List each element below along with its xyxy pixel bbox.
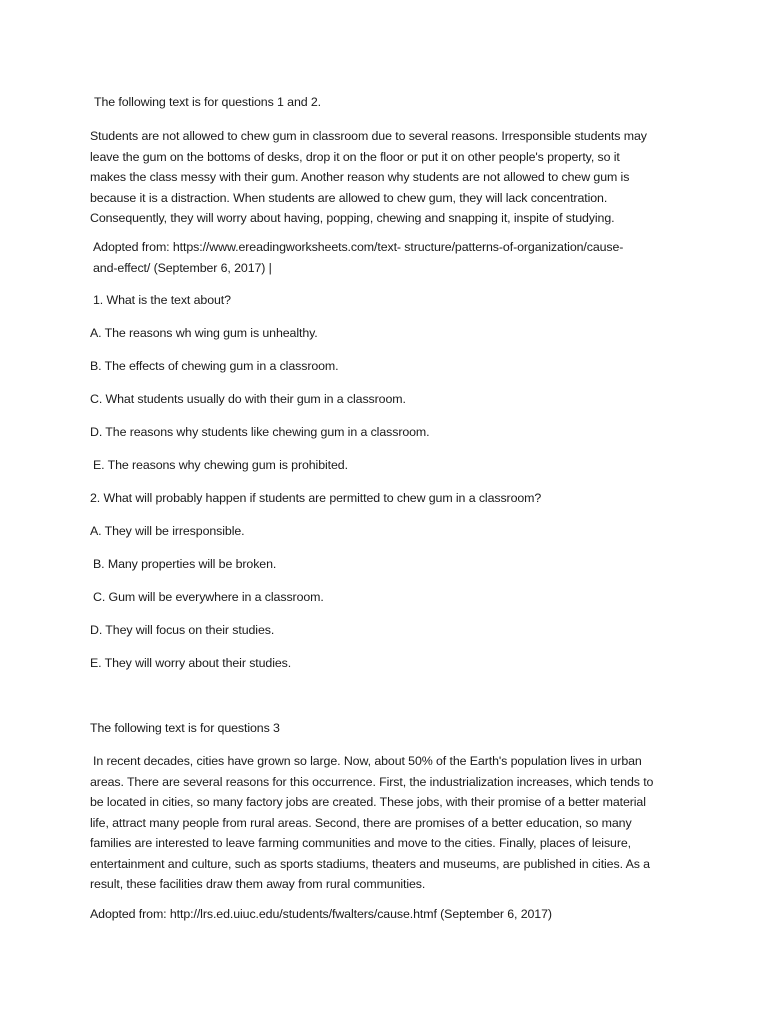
passage-line: result, these facilities draw them away from rural communities. [90, 877, 426, 891]
passage-line: Consequently, they will worry about having, popping, chewing and snapping it, inspite of studying. [90, 211, 615, 225]
question2-option-b: B. Many properties will be broken. [93, 557, 277, 571]
section2-source: Adopted from: http://lrs.ed.uiuc.edu/students/fwalters/cause.htmf (September 6, 2017) [90, 907, 552, 921]
question1-option-e: E. The reasons why chewing gum is prohibited. [93, 458, 348, 472]
question1-stem: 1. What is the text about? [93, 293, 231, 307]
question2-option-c: C. Gum will be everywhere in a classroom. [93, 590, 324, 604]
source-line: Adopted from: https://www.ereadingworksheets.com/text- structure/patterns-of-organization/cause- [93, 240, 624, 254]
question1-option-c: C. What students usually do with their gum in a classroom. [90, 392, 406, 406]
question1-option-a: A. The reasons wh wing gum is unhealthy. [90, 326, 318, 340]
section1-source [93, 237, 683, 278]
passage-line: be located in cities, so many factory jobs are created. These jobs, with their promise of a better material [90, 795, 646, 809]
question2-option-d: D. They will focus on their studies. [90, 623, 275, 637]
question2-option-e: E. They will worry about their studies. [90, 656, 292, 670]
passage-line: In recent decades, cities have grown so large. Now, about 50% of the Earth's population lives in urban [93, 754, 642, 768]
passage-line: leave the gum on the bottoms of desks, drop it on the floor or put it on other people's property, so it [90, 149, 620, 164]
passage-line: areas. There are several reasons for this occurrence. First, the industrialization increases, which tends to [90, 774, 654, 789]
question2-option-a: A. They will be irresponsible. [90, 524, 245, 538]
section1-passage [90, 126, 680, 229]
section1-intro: The following text is for questions 1 and 2. [94, 95, 322, 109]
question2-stem: 2. What will probably happen if students are permitted to chew gum in a classroom? [90, 491, 542, 505]
question1-option-b: B. The effects of chewing gum in a classroom. [90, 359, 339, 373]
passage-line: life, attract many people from rural areas. Second, there are promises of a better education, so many [90, 815, 632, 830]
passage-line: makes the class messy with their gum. Another reason why students are not allowed to chew gum is [90, 170, 630, 184]
passage-line: Students are not allowed to chew gum in classroom due to several reasons. Irresponsible students may [90, 129, 647, 143]
passage-line: families are interested to leave farming communities and move to the cities. Finally, places of leisure, [90, 836, 632, 850]
section2-passage [90, 751, 680, 895]
source-line: and-effect/ (September 6, 2017) | [93, 260, 272, 275]
question1-option-d: D. The reasons why students like chewing gum in a classroom. [90, 425, 430, 439]
section2-intro: The following text is for questions 3 [90, 721, 280, 735]
passage-line: because it is a distraction. When students are allowed to chew gum, they will lack concentration. [90, 190, 608, 205]
passage-line: entertainment and culture, such as sports stadiums, theaters and museums, are published in cities. As a [90, 856, 650, 871]
